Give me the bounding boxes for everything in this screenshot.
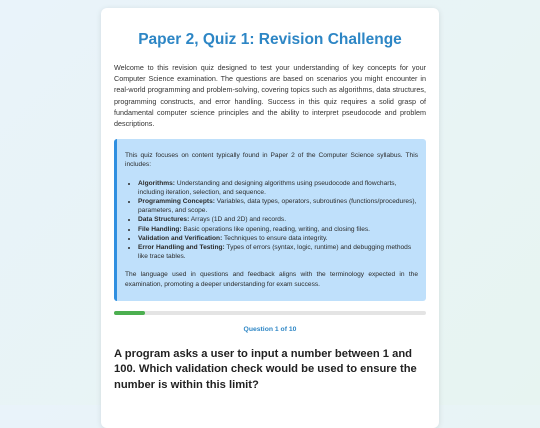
list-item bbox=[138, 225, 418, 234]
question-counter: Question 1 of 10 bbox=[243, 325, 297, 333]
intro-text: Welcome to this revision quiz designed to test your understanding of key concepts for your Computer Science examination. The questions are based on scenarios you might encounter in real-world programming and problem-solving, covering topics such as algorithms, data structures, programming constructs, and error handling. Success in this quiz requires a solid grasp of fundamental computer science principles and the ability to interpret pseudocode and problem descriptions. bbox=[114, 63, 426, 129]
topic-desc: Variables, data types, operators, subroutines (functions/procedures), parameters, and scope. bbox=[138, 198, 417, 215]
page-title: Paper 2, Quiz 1: Revision Challenge bbox=[138, 31, 402, 48]
progress-bar-fill bbox=[114, 311, 145, 315]
info-closing: The language used in questions and feedback aligns with the terminology expected in the examination, promoting a deeper understanding for exam success. bbox=[125, 271, 418, 288]
question-text: A program asks a user to input a number between 1 and 100. Which validation check would be used to ensure the number is within this limit? bbox=[114, 347, 417, 391]
topic-term: File Handling: bbox=[138, 225, 182, 233]
topic-term: Validation and Verification: bbox=[138, 234, 223, 242]
list-item bbox=[138, 243, 418, 261]
topic-term: Error Handling and Testing: bbox=[138, 244, 225, 252]
topic-desc: Understanding and designing algorithms using pseudocode and flowcharts, including iteration, selection, and sequence. bbox=[138, 179, 397, 196]
topic-desc: Basic operations like opening, reading, writing, and closing files. bbox=[181, 225, 370, 233]
list-item bbox=[138, 215, 418, 224]
topic-list bbox=[125, 179, 418, 262]
topic-term: Data Structures: bbox=[138, 216, 190, 224]
topic-desc: Types of errors (syntax, logic, runtime) and debugging methods like trace tables. bbox=[138, 244, 412, 261]
topic-desc: Techniques to ensure data integrity. bbox=[222, 234, 328, 242]
topic-desc: Arrays (1D and 2D) and records. bbox=[189, 216, 287, 224]
syllabus-info-box bbox=[114, 139, 426, 301]
list-item bbox=[138, 234, 418, 243]
progress-bar bbox=[114, 311, 426, 315]
topic-term: Programming Concepts: bbox=[138, 198, 215, 206]
quiz-card bbox=[101, 8, 439, 428]
list-item bbox=[138, 197, 418, 215]
list-item bbox=[138, 179, 418, 197]
info-lead: This quiz focuses on content typically found in Paper 2 of the Computer Science syllabus. This includes: bbox=[125, 152, 418, 169]
topic-term: Algorithms: bbox=[138, 179, 175, 187]
